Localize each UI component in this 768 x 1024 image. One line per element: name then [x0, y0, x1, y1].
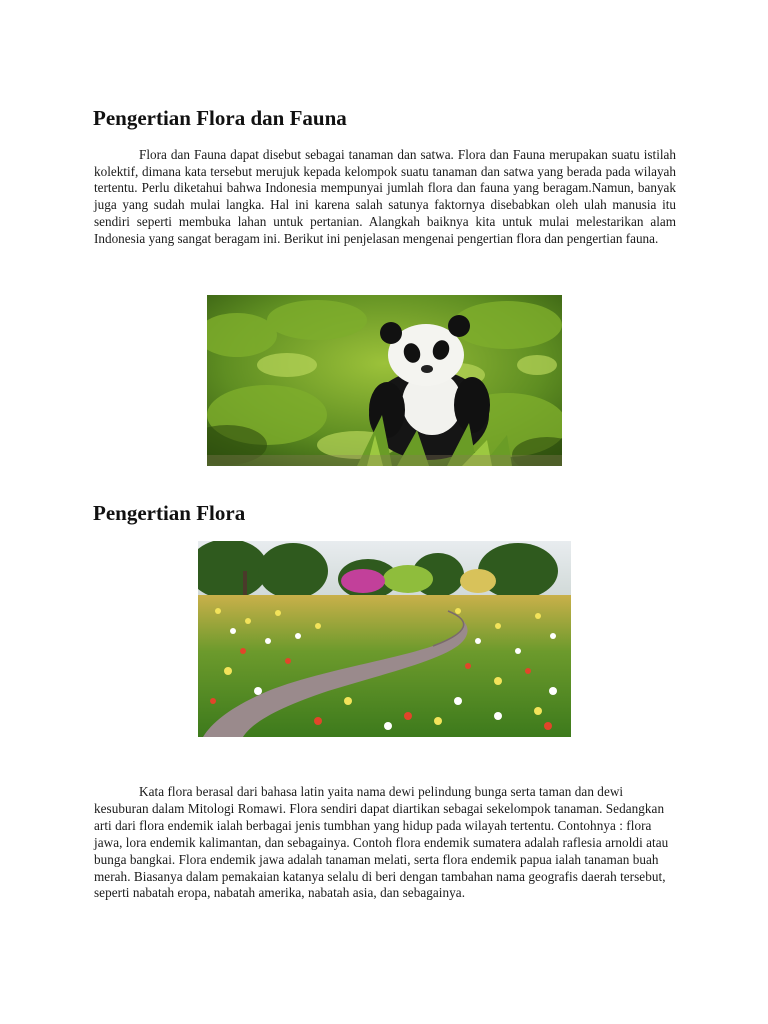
- intro-paragraph: Flora dan Fauna dapat disebut sebagai tanaman dan satwa. Flora dan Fauna merupakan suatu istilah kolektif, dimana kata tersebut merujuk kepada kelompok suatu tanaman dan satwa yang berada pada wilayah tertentu. Perlu diketahui bahwa Indonesia mempunyai jumlah flora dan fauna yang beragam.Namun, banyak juga yang sudah mulai langka. Hal ini karena salah satunya faktornya disebabkan oleh ulah manusia itu sendiri seperti membuka lahan untuk pertanian. Alangkah baiknya kita untuk mulai melestarikan alam Indonesia yang sangat beragam ini. Berikut ini penjelasan mengenai pengertian flora dan pengertian fauna.: [94, 147, 676, 246]
- flora-heading: Pengertian Flora: [93, 501, 246, 525]
- flora-paragraph: Kata flora berasal dari bahasa latin yaita nama dewi pelindung bunga serta taman dan dewi kesuburan dalam Mitologi Romawi. Flora sendiri dapat diartikan sebagai sekelompok tanaman. Sedangkan arti dari flora endemik ialah berbagai jenis tumbhan yang hidup pada wilayah tertentu. Contohnya : flora jawa, lora endemik kalimantan, dan sebagainya. Contoh flora endemik sumatera adalah raflesia arnoldi atau bunga bangkai. Flora endemik jawa adalah tanaman melati, serta flora endemik papua ialah tanaman buah merah. Biasanya dalam pemakaian katanya selalu di beri dengan tambahan nama geografis daerah tersebut, seperti nabatah eropa, nabatah amerika, nabatah asia, dan sebagainya.: [94, 784, 669, 901]
- flower-garden-photo: [198, 541, 571, 737]
- page-title: Pengertian Flora dan Fauna: [93, 106, 347, 130]
- panda-photo: [207, 295, 562, 466]
- panda-in-bamboo-icon: [207, 295, 562, 466]
- flower-garden-path-icon: [198, 541, 571, 737]
